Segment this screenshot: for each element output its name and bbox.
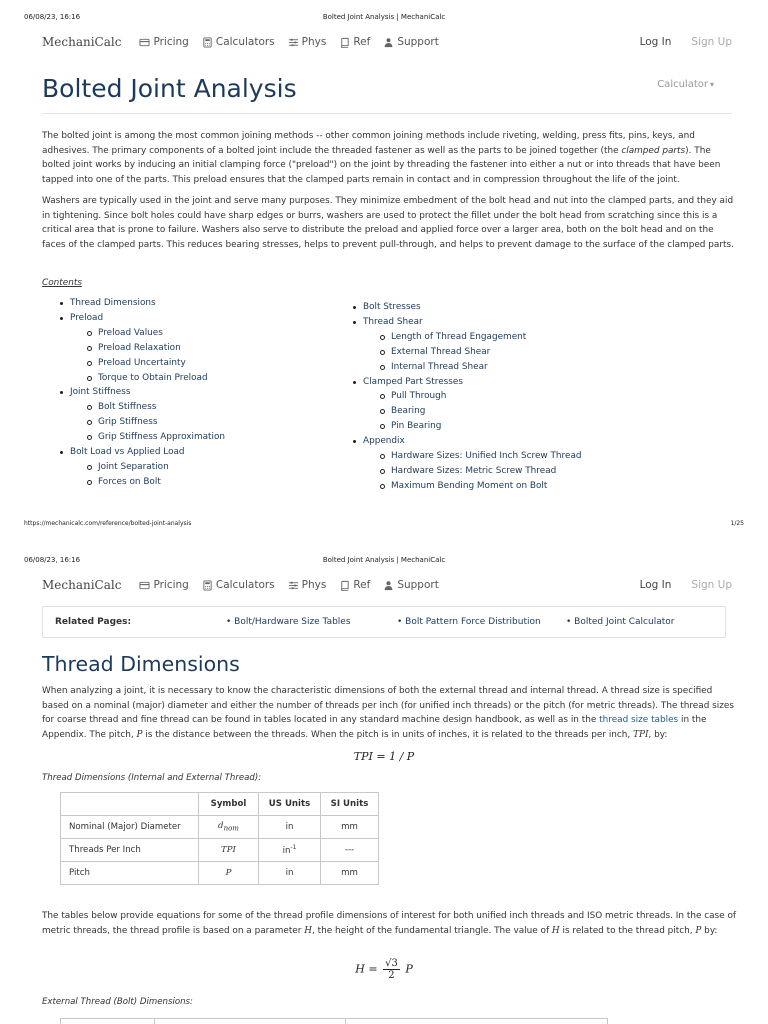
- print-url: https://mechanicalc.com/reference/bolted-joint-analysis: [24, 520, 192, 527]
- print-timestamp-2: 06/08/23, 16:16: [24, 556, 81, 564]
- table-cell-si: ---: [321, 839, 379, 862]
- nav-ref[interactable]: [339, 36, 370, 48]
- nav-pricing-label: Pricing: [153, 36, 189, 48]
- user-icon: [383, 580, 394, 591]
- toc-item[interactable]: Joint Separation: [58, 460, 225, 475]
- table-row: [61, 862, 379, 885]
- nav-pricing-label-2: Pricing: [153, 579, 189, 591]
- toc-item[interactable]: Preload: [58, 311, 225, 326]
- eq-h-rhs: P: [405, 962, 413, 976]
- table-cell-symbol: [199, 816, 259, 839]
- toc-item[interactable]: External Thread Shear: [351, 345, 582, 360]
- toc-item[interactable]: Preload Uncertainty: [58, 356, 225, 371]
- external-thread-table: [60, 1018, 608, 1024]
- print-timestamp: 06/08/23, 16:16: [24, 13, 81, 21]
- user-icon: [383, 37, 394, 48]
- toc-item[interactable]: Forces on Bolt: [58, 475, 225, 490]
- table-cell-si: mm: [321, 816, 379, 839]
- nav-phys-2[interactable]: [288, 579, 327, 591]
- nav-ref-2[interactable]: [339, 579, 370, 591]
- thread-dimensions-paragraph-1: [42, 684, 736, 742]
- nav-ref-label: Ref: [353, 36, 371, 48]
- table-header-row: [61, 793, 379, 816]
- toc-item[interactable]: Preload Relaxation: [58, 341, 225, 356]
- print-doc-title: Bolted Joint Analysis | MechaniCalc: [322, 13, 446, 21]
- table-cell-us: in: [259, 862, 321, 885]
- td-p2-text-b: , the height of the fundamental triangle. The value of: [312, 925, 552, 936]
- thread-dimensions-paragraph-2: [42, 909, 736, 938]
- table-divider: [154, 1019, 155, 1024]
- table-divider: [345, 1019, 346, 1024]
- toc-item[interactable]: Torque to Obtain Preload: [58, 371, 225, 386]
- toc-item[interactable]: Preload Values: [58, 326, 225, 341]
- table-cell-us: [259, 839, 321, 862]
- td-p1-text-d: , by:: [648, 729, 668, 740]
- toc-item[interactable]: Joint Stiffness: [58, 385, 225, 400]
- calculator-dropdown[interactable]: [657, 79, 714, 90]
- table-header-cell: Symbol: [199, 793, 259, 816]
- intro-paragraph-1: [42, 129, 736, 187]
- site-logo-2[interactable]: MechaniCalc: [42, 578, 122, 592]
- td-p2-text-a: The tables below provide equations for some of the thread profile dimensions of interest for both unified inch threads and ISO metric threads. In the case of metric threads, the thread profile is based on a parameter: [42, 911, 737, 936]
- section-title-thread-dimensions: Thread Dimensions: [42, 652, 240, 676]
- h-symbol: H: [304, 925, 312, 936]
- related-pages-label: Related Pages:: [55, 617, 132, 627]
- related-pages-bar: [42, 606, 726, 638]
- h-symbol-2: H: [551, 925, 560, 936]
- credit-card-icon: [139, 37, 150, 48]
- thread-dimensions-table-caption: Thread Dimensions (Internal and External Thread):: [42, 773, 262, 783]
- table-cell-name: Threads Per Inch: [61, 839, 199, 862]
- toc-left-list: [58, 296, 225, 490]
- toc-item[interactable]: Grip Stiffness: [58, 415, 225, 430]
- symbol-subscript: nom: [223, 824, 239, 833]
- nav-calculators[interactable]: [202, 36, 275, 48]
- toc-item[interactable]: Pin Bearing: [351, 419, 582, 434]
- nav-phys-label: Phys: [301, 36, 327, 48]
- toc-item[interactable]: Thread Shear: [351, 315, 582, 330]
- print-header: [24, 13, 744, 25]
- site-logo[interactable]: MechaniCalc: [42, 35, 122, 49]
- print-doc-title-2: Bolted Joint Analysis | MechaniCalc: [322, 556, 446, 564]
- toc-item[interactable]: Internal Thread Shear: [351, 360, 582, 375]
- nav-calculators-label-2: Calculators: [215, 579, 275, 591]
- unit-main: in: [282, 845, 291, 856]
- nav-pricing-2[interactable]: [139, 579, 188, 591]
- nav-pricing[interactable]: [139, 36, 188, 48]
- toc-item[interactable]: Hardware Sizes: Unified Inch Screw Thread: [351, 449, 582, 464]
- print-header-2: [24, 556, 744, 568]
- nav-calculators-2[interactable]: [202, 579, 275, 591]
- eq-h-lhs: H =: [355, 962, 378, 976]
- td-p2-text-d: by:: [701, 925, 718, 936]
- td-p2-text-c: is related to the thread pitch,: [559, 925, 696, 936]
- toc-item[interactable]: Appendix: [351, 434, 582, 449]
- toc-item[interactable]: Clamped Part Stresses: [351, 375, 582, 390]
- toc-item[interactable]: Bolt Load vs Applied Load: [58, 445, 225, 460]
- toc-right: [351, 300, 582, 494]
- td-p1-text-c: is the distance between the threads. When the pitch is in units of inches, it is related to the threads per inch,: [142, 729, 634, 740]
- external-thread-caption: External Thread (Bolt) Dimensions:: [42, 997, 193, 1007]
- sliders-icon: [288, 580, 299, 591]
- related-link-bolt-pattern-force[interactable]: • Bolt Pattern Force Distribution: [397, 617, 541, 627]
- nav-support-label-2: Support: [397, 579, 439, 591]
- table-row: [61, 816, 379, 839]
- table-header-cell: SI Units: [321, 793, 379, 816]
- toc-item[interactable]: Length of Thread Engagement: [351, 330, 582, 345]
- equation-h: [0, 958, 768, 981]
- eq-h-denominator: 2: [388, 970, 395, 981]
- calculator-dropdown-label: Calculator: [657, 79, 708, 90]
- login-link[interactable]: Log In: [639, 36, 672, 48]
- unit-superscript: -1: [290, 844, 297, 852]
- table-cell-si: mm: [321, 862, 379, 885]
- print-page-number: 1/25: [730, 520, 744, 527]
- calculator-icon: [202, 580, 213, 591]
- top-nav-2: [42, 573, 732, 597]
- toc-item[interactable]: Hardware Sizes: Metric Screw Thread: [351, 464, 582, 479]
- toc-item[interactable]: Bearing: [351, 404, 582, 419]
- td-p1-text-b: in the Appendix. The pitch,: [42, 715, 707, 740]
- signup-link[interactable]: Sign Up: [691, 36, 732, 48]
- print-footer: [24, 520, 744, 532]
- nav-phys-label-2: Phys: [301, 579, 327, 591]
- page-title: Bolted Joint Analysis: [42, 74, 297, 103]
- sliders-icon: [288, 37, 299, 48]
- table-header-cell: US Units: [259, 793, 321, 816]
- table-row: [61, 839, 379, 862]
- tpi-symbol: TPI: [633, 729, 649, 740]
- toc-right-list: [351, 300, 582, 494]
- eq-h-fraction: [383, 958, 400, 981]
- login-link-2[interactable]: Log In: [639, 579, 672, 591]
- toc-item[interactable]: Pull Through: [351, 389, 582, 404]
- pitch-symbol: P: [136, 729, 143, 740]
- table-cell-us: in: [259, 816, 321, 839]
- signup-link-2[interactable]: Sign Up: [691, 579, 732, 591]
- table-cell-symbol: TPI: [199, 839, 259, 862]
- eq-h-numerator: √3: [385, 958, 398, 969]
- contents-label: Contents: [42, 278, 82, 288]
- book-icon: [339, 37, 350, 48]
- intro-p1-text-b: ). The bolted joint works by inducing an initial clamping force ("preload") on the joint by threading the fastener into either a nut or into threads that have been tapped into one of the parts. This preload ensures that the clamped parts remain in contact and in compression throughout the life of the joint.: [42, 145, 721, 185]
- top-nav: [42, 30, 732, 54]
- toc-item[interactable]: Grip Stiffness Approximation: [58, 430, 225, 445]
- nav-support[interactable]: [383, 36, 439, 48]
- toc-item[interactable]: Bolt Stiffness: [58, 400, 225, 415]
- thread-dimensions-table: [60, 792, 379, 885]
- table-header-cell: [61, 793, 199, 816]
- toc-item[interactable]: Thread Dimensions: [58, 296, 225, 311]
- thread-size-tables-link[interactable]: thread size tables: [599, 715, 679, 726]
- intro-p1-text-a: The bolted joint is among the most common joining methods -- other common joining methods include riveting, welding, press fits, pins, keys, and adhesives. The primary components of a bolted joint include the threaded fastener as well as the parts to be joined together (the: [42, 131, 695, 156]
- equation-tpi: TPI = 1 / P: [353, 750, 415, 763]
- intro-paragraph-2: Washers are typically used in the joint and serve many purposes. They minimize embedment of the bolt head and nut into the clamped parts, and they aid in tightening. Since bolt holes could have sharp edges or burrs, washers are used to protect the fillet under the bolt head from scratching since this is a critical area that is prone to failure. Washers also serve to distribute the preload and applied force over a larger area, both on the bolt head and on the faces of the clamped parts. This reduces bearing stresses, helps to prevent pull-through, and helps to prevent damage to the surface of the clamped parts.: [42, 196, 734, 250]
- caret-down-icon: ▾: [709, 80, 714, 89]
- book-icon: [339, 580, 350, 591]
- toc-left: [58, 296, 225, 490]
- nav-support-2[interactable]: [383, 579, 439, 591]
- symbol-main: d: [218, 821, 224, 832]
- nav-ref-label-2: Ref: [353, 579, 371, 591]
- related-link-bolt-hardware-tables[interactable]: • Bolt/Hardware Size Tables: [226, 617, 351, 627]
- related-link-bolted-joint-calculator[interactable]: • Bolted Joint Calculator: [566, 617, 675, 627]
- intro-p1-emphasis: clamped parts: [621, 145, 686, 156]
- toc-item[interactable]: Bolt Stresses: [351, 300, 582, 315]
- td-p1-text-a: When analyzing a joint, it is necessary to know the characteristic dimensions of both the external thread and internal thread. A thread size is specified based on a nominal (major) diameter and either the number of threads per inch (for unified inch threads) or the pitch (for metric threads). The thread sizes for coarse thread and fine thread can be found in tables located in any standard machine design handbook, as well as in the: [42, 686, 734, 726]
- toc-item[interactable]: Maximum Bending Moment on Bolt: [351, 479, 582, 494]
- nav-phys[interactable]: [288, 36, 327, 48]
- credit-card-icon: [139, 580, 150, 591]
- nav-calculators-label: Calculators: [215, 36, 275, 48]
- table-cell-symbol: P: [199, 862, 259, 885]
- nav-support-label: Support: [397, 36, 439, 48]
- table-cell-name: Nominal (Major) Diameter: [61, 816, 199, 839]
- table-cell-name: Pitch: [61, 862, 199, 885]
- p-symbol: P: [695, 925, 702, 936]
- title-row: [42, 66, 732, 114]
- calculator-icon: [202, 37, 213, 48]
